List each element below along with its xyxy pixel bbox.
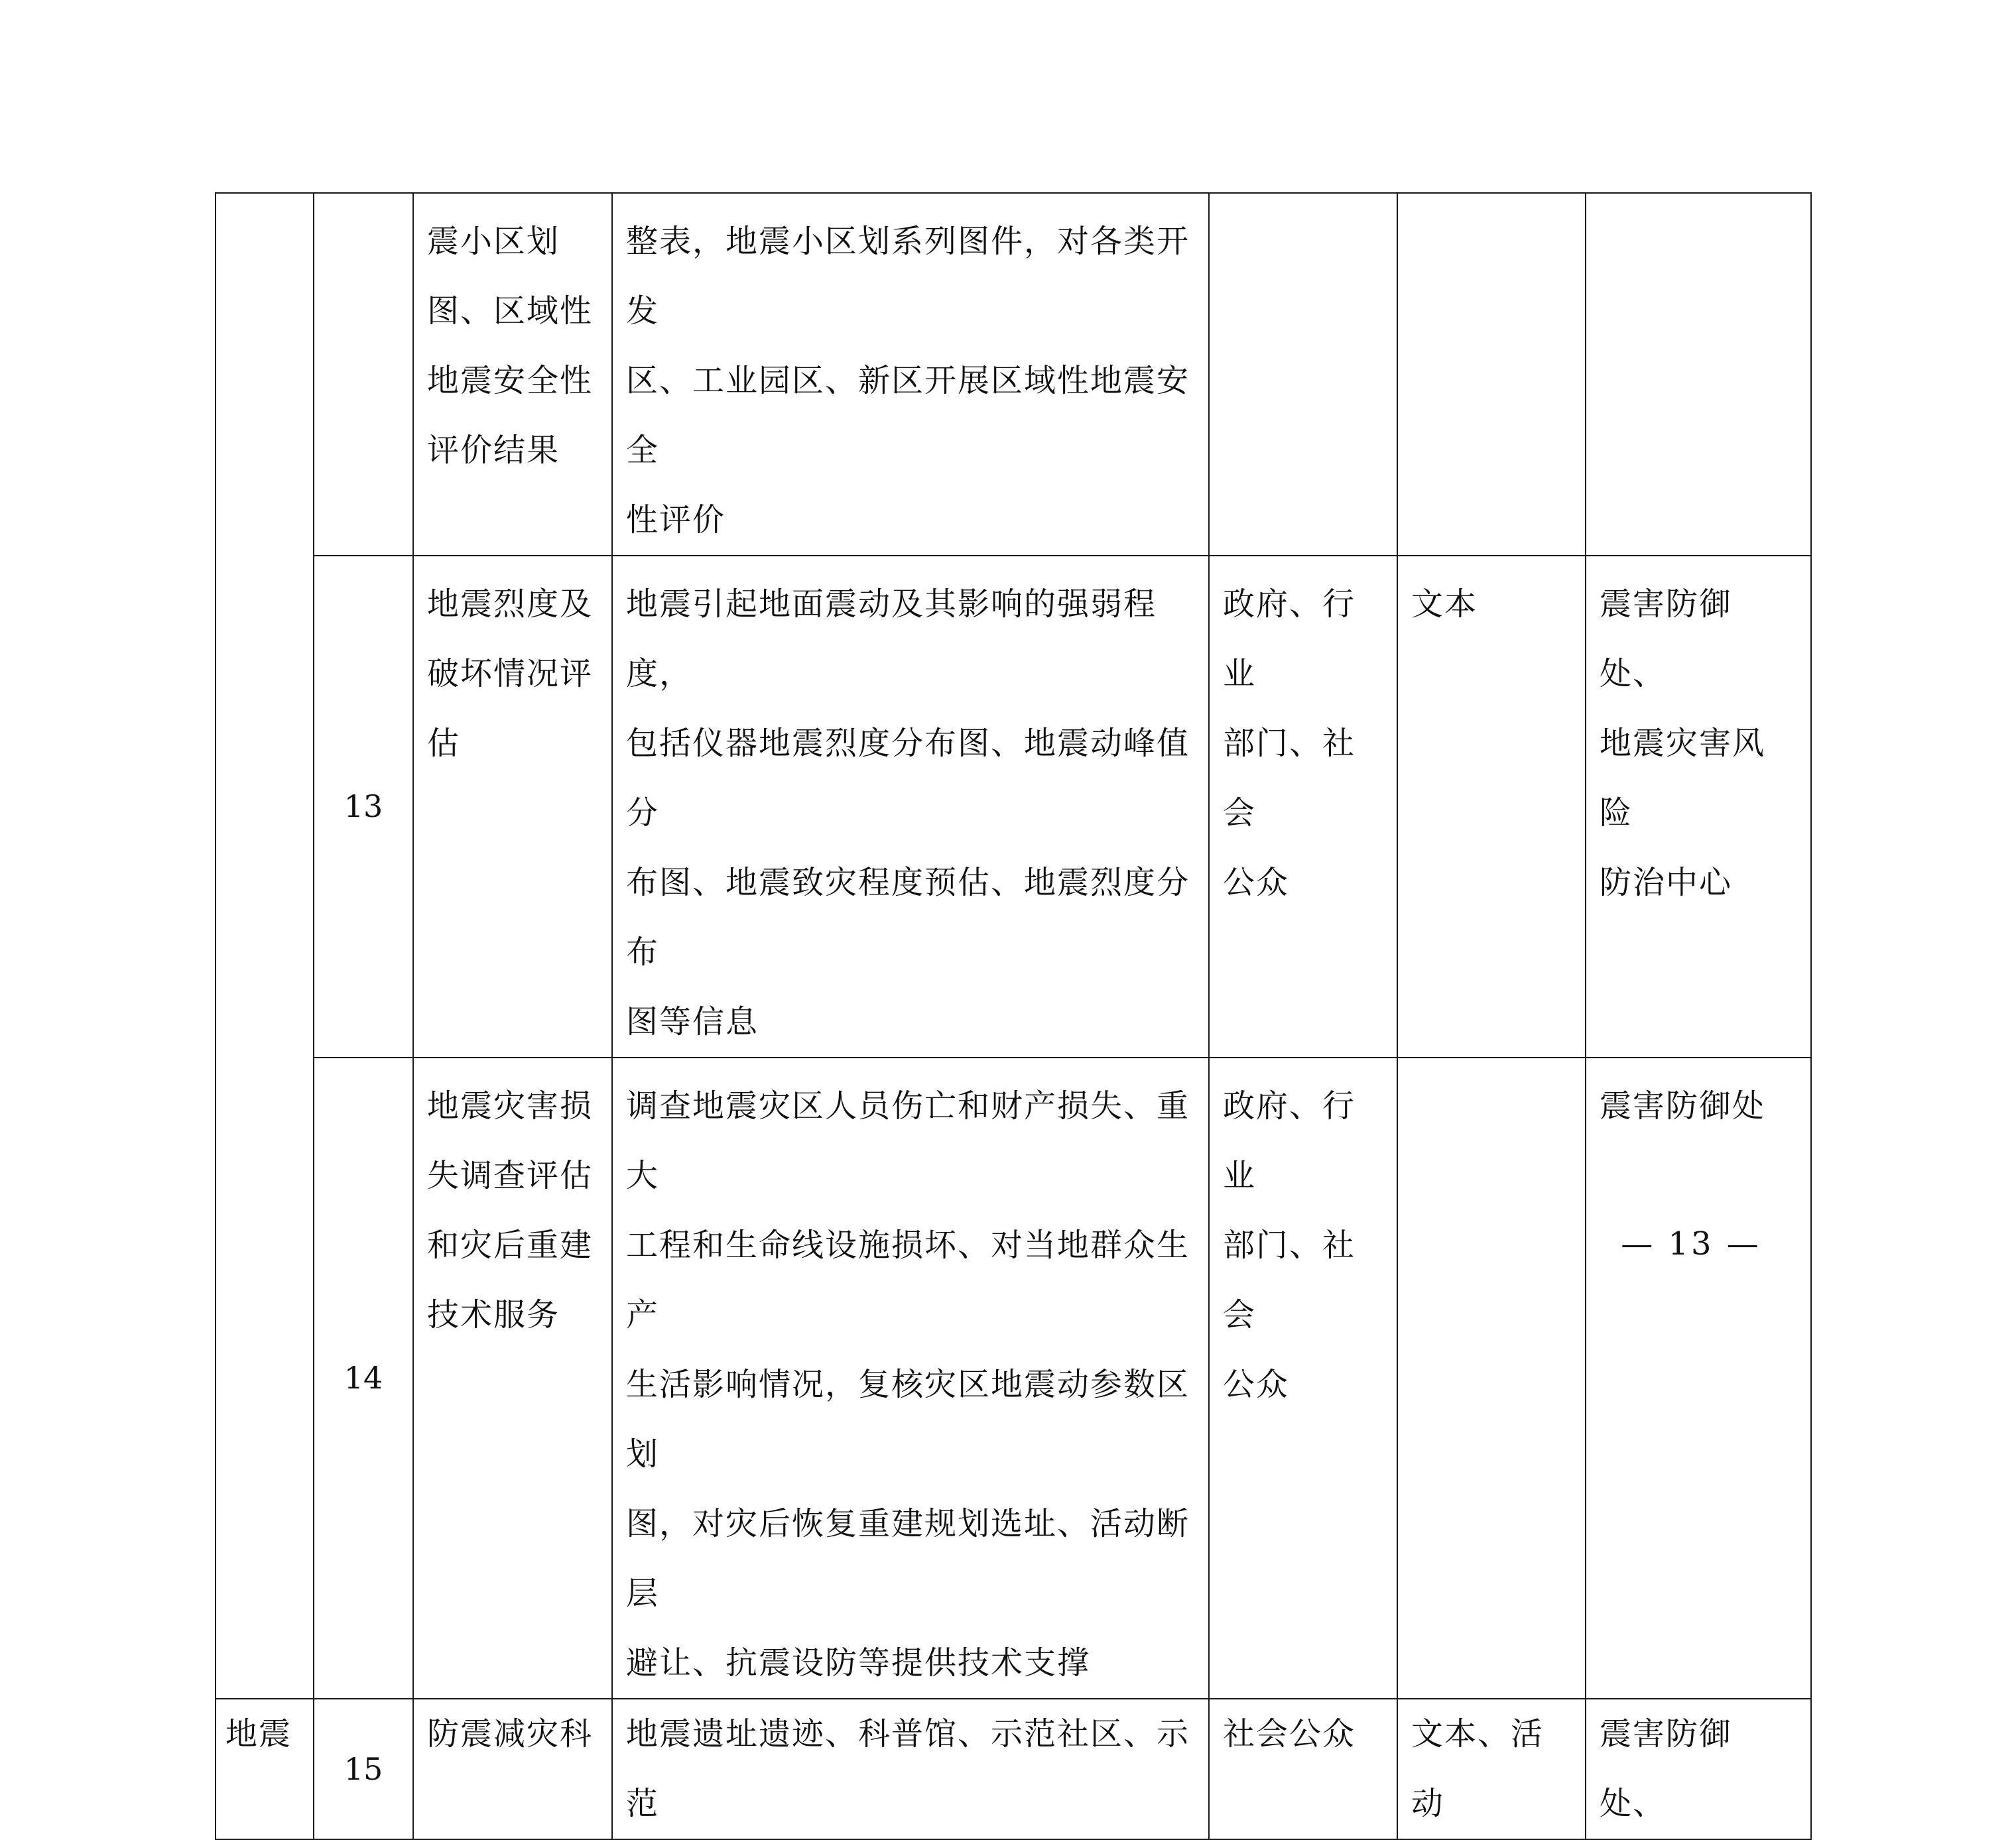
content-cell: 整表，地震小区划系列图件，对各类开发 区、工业园区、新区开展区域性地震安全 性评价 — [612, 193, 1209, 556]
service-table-wrapper — [215, 192, 1812, 1840]
service-table — [215, 192, 1812, 1840]
item-cell: 防震减灾科 — [413, 1699, 612, 1839]
form-cell — [1397, 193, 1586, 556]
item-cell: 地震灾害损 失调查评估 和灾后重建 技术服务 — [413, 1058, 612, 1699]
page-number: — 13 — — [1621, 1225, 1761, 1262]
audience-cell — [1209, 193, 1397, 556]
category-cell — [216, 193, 314, 1699]
table-row — [216, 1699, 1811, 1839]
content-cell: 调查地震灾区人员伤亡和财产损失、重大 工程和生命线设施损坏、对当地群众生产 生活影响情况，复核灾区地震动参数区划 图，对灾后恢复重建规划选址、活动断层 避让、抗震设防等提供技术支撑 — [612, 1058, 1209, 1699]
table-row — [216, 193, 1811, 556]
form-cell: 文本 — [1397, 556, 1586, 1058]
content-cell: 地震引起地面震动及其影响的强弱程度， 包括仪器地震烈度分布图、地震动峰值分 布图、地震致灾程度预估、地震烈度分布 图等信息 — [612, 556, 1209, 1058]
department-cell: 震害防御处、 — [1586, 1699, 1811, 1839]
table-row — [216, 1058, 1811, 1699]
number-cell: 15 — [314, 1699, 413, 1839]
number-cell — [314, 193, 413, 556]
form-cell — [1397, 1058, 1586, 1699]
number-cell: 13 — [314, 556, 413, 1058]
category-cell: 地震 — [216, 1699, 314, 1839]
audience-cell: 政府、行业 部门、社会 公众 — [1209, 1058, 1397, 1699]
department-cell: 震害防御处 — [1586, 1058, 1811, 1699]
content-cell: 地震遗址遗迹、科普馆、示范社区、示范 — [612, 1699, 1209, 1839]
department-cell: 震害防御处、 地震灾害风险 防治中心 — [1586, 556, 1811, 1058]
number-cell: 14 — [314, 1058, 413, 1699]
audience-cell: 社会公众 — [1209, 1699, 1397, 1839]
table-row — [216, 556, 1811, 1058]
department-cell — [1586, 193, 1811, 556]
form-cell: 文本、活动 — [1397, 1699, 1586, 1839]
item-cell: 地震烈度及 破坏情况评 估 — [413, 556, 612, 1058]
audience-cell: 政府、行业 部门、社会 公众 — [1209, 556, 1397, 1058]
item-cell: 震小区划 图、区域性 地震安全性 评价结果 — [413, 193, 612, 556]
